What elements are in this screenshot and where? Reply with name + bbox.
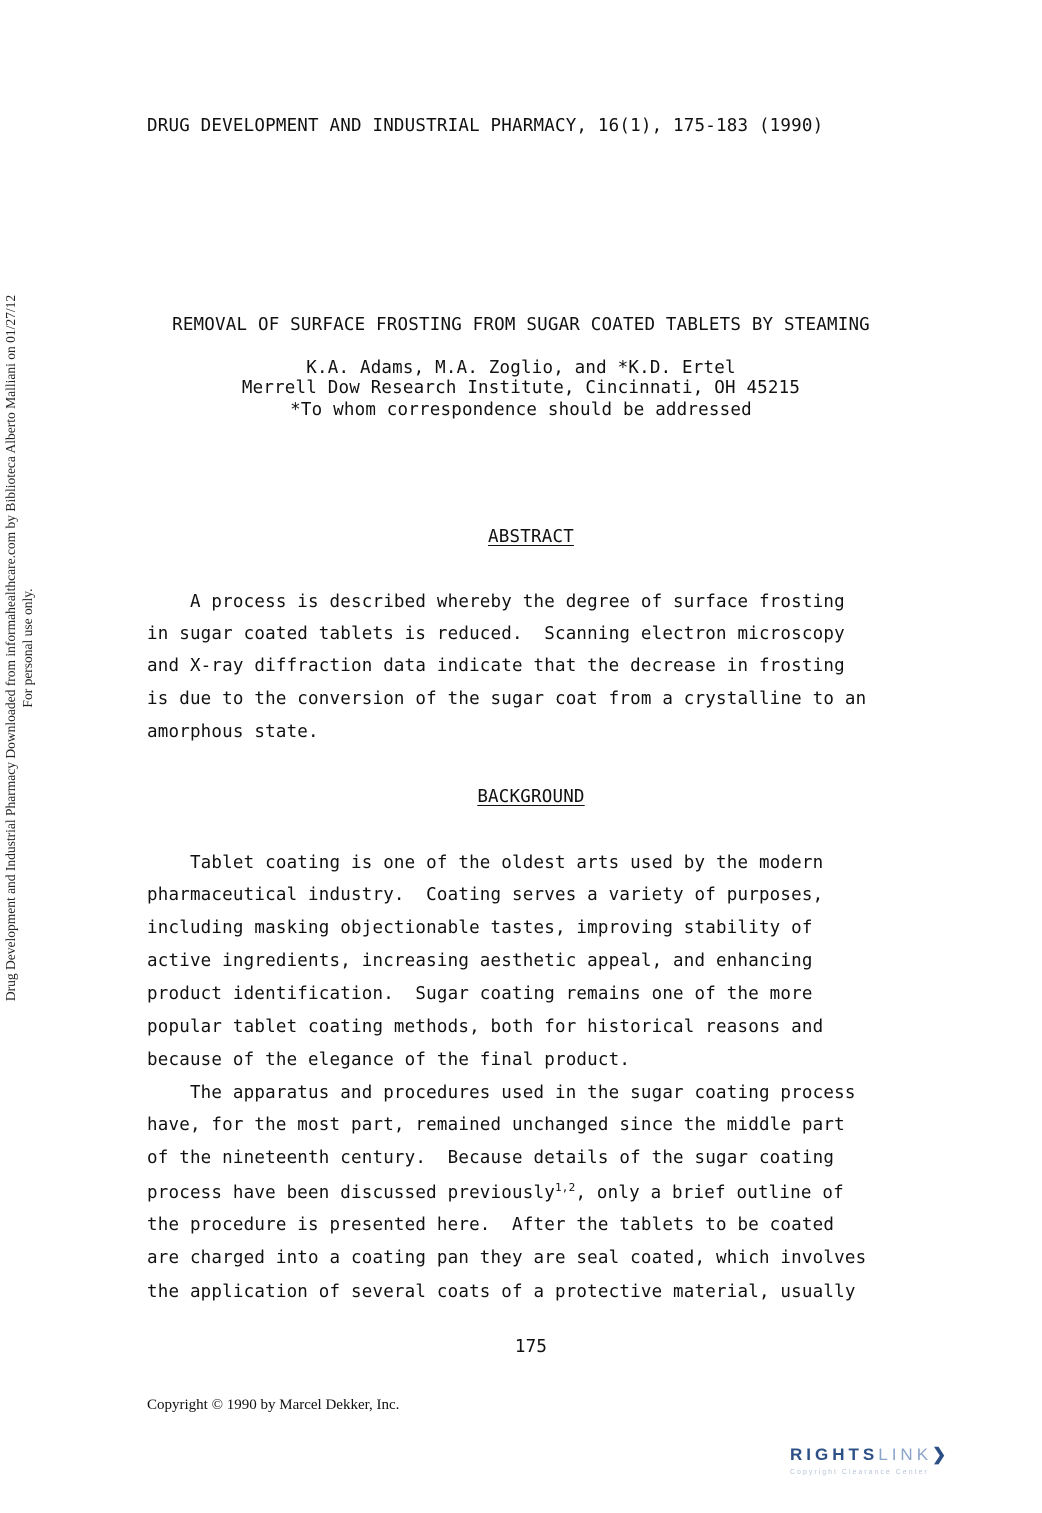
rightslink-logo (790, 1445, 1030, 1485)
abstract-line: A process is described whereby the degree of surface frosting (147, 592, 845, 612)
rightslink-tagline: Copyright Clearance Center (790, 1469, 929, 1476)
affiliation: Merrell Dow Research Institute, Cincinnati, OH 45215 (241, 378, 801, 398)
abstract-line: and X-ray diffraction data indicate that the decrease in frosting (147, 656, 845, 676)
background-line: pharmaceutical industry. Coating serves a variety of purposes, (147, 885, 824, 905)
background-line: have, for the most part, remained unchanged since the middle part (147, 1115, 845, 1135)
abstract-line: is due to the conversion of the sugar coat from a crystalline to an (147, 689, 867, 709)
abstract-heading: ABSTRACT (488, 527, 574, 547)
background-line: product identification. Sugar coating remains one of the more (147, 984, 813, 1004)
background-line: The apparatus and procedures used in the sugar coating process (147, 1083, 856, 1103)
article-title: REMOVAL OF SURFACE FROSTING FROM SUGAR COATED TABLETS BY STEAMING (172, 315, 870, 335)
download-watermark (2, 98, 36, 1198)
background-line: because of the elegance of the final product. (147, 1050, 631, 1070)
correspondence-note: *To whom correspondence should be addressed (290, 400, 752, 420)
background-line: including masking objectionable tastes, improving stability of (147, 918, 813, 938)
watermark-line-2: For personal use only. (20, 588, 35, 708)
copyright-notice: Copyright © 1990 by Marcel Dekker, Inc. (147, 1397, 400, 1413)
background-line: of the nineteenth century. Because details of the sugar coating (147, 1148, 835, 1168)
background-line-with-citation (147, 1181, 844, 1203)
background-line: the application of several coats of a protective material, usually (147, 1282, 856, 1302)
chevron-right-icon: ❯ (932, 1445, 951, 1464)
watermark-line-1: Drug Development and Industrial Pharmacy Downloaded from informahealthcare.com by Biblioteca Alberto Malliani on 01/27/12 (3, 294, 18, 1002)
rightslink-brand-b: LINK (878, 1445, 933, 1464)
author-list: K.A. Adams, M.A. Zoglio, and *K.D. Ertel (306, 358, 736, 378)
background-line: Tablet coating is one of the oldest arts used by the modern (147, 853, 824, 873)
citation-line-head: process have been discussed previously (147, 1182, 555, 1203)
abstract-line: in sugar coated tablets is reduced. Scanning electron microscopy (147, 624, 845, 644)
background-line: are charged into a coating pan they are seal coated, which involves (147, 1248, 867, 1268)
citation-line-tail: , only a brief outline of (575, 1182, 844, 1203)
rightslink-brand-a: RIGHTS (790, 1445, 879, 1464)
citation-superscript: 1,2 (554, 1181, 576, 1194)
background-line: active ingredients, increasing aesthetic appeal, and enhancing (147, 951, 813, 971)
rightslink-wordmark (790, 1445, 1030, 1465)
journal-header: DRUG DEVELOPMENT AND INDUSTRIAL PHARMACY, 16(1), 175-183 (1990) (147, 116, 824, 136)
background-line: popular tablet coating methods, both for historical reasons and (147, 1017, 824, 1037)
background-heading: BACKGROUND (477, 787, 585, 807)
page-number: 175 (514, 1337, 548, 1357)
background-line: the procedure is presented here. After the tablets to be coated (147, 1215, 835, 1235)
abstract-line: amorphous state. (147, 722, 319, 742)
